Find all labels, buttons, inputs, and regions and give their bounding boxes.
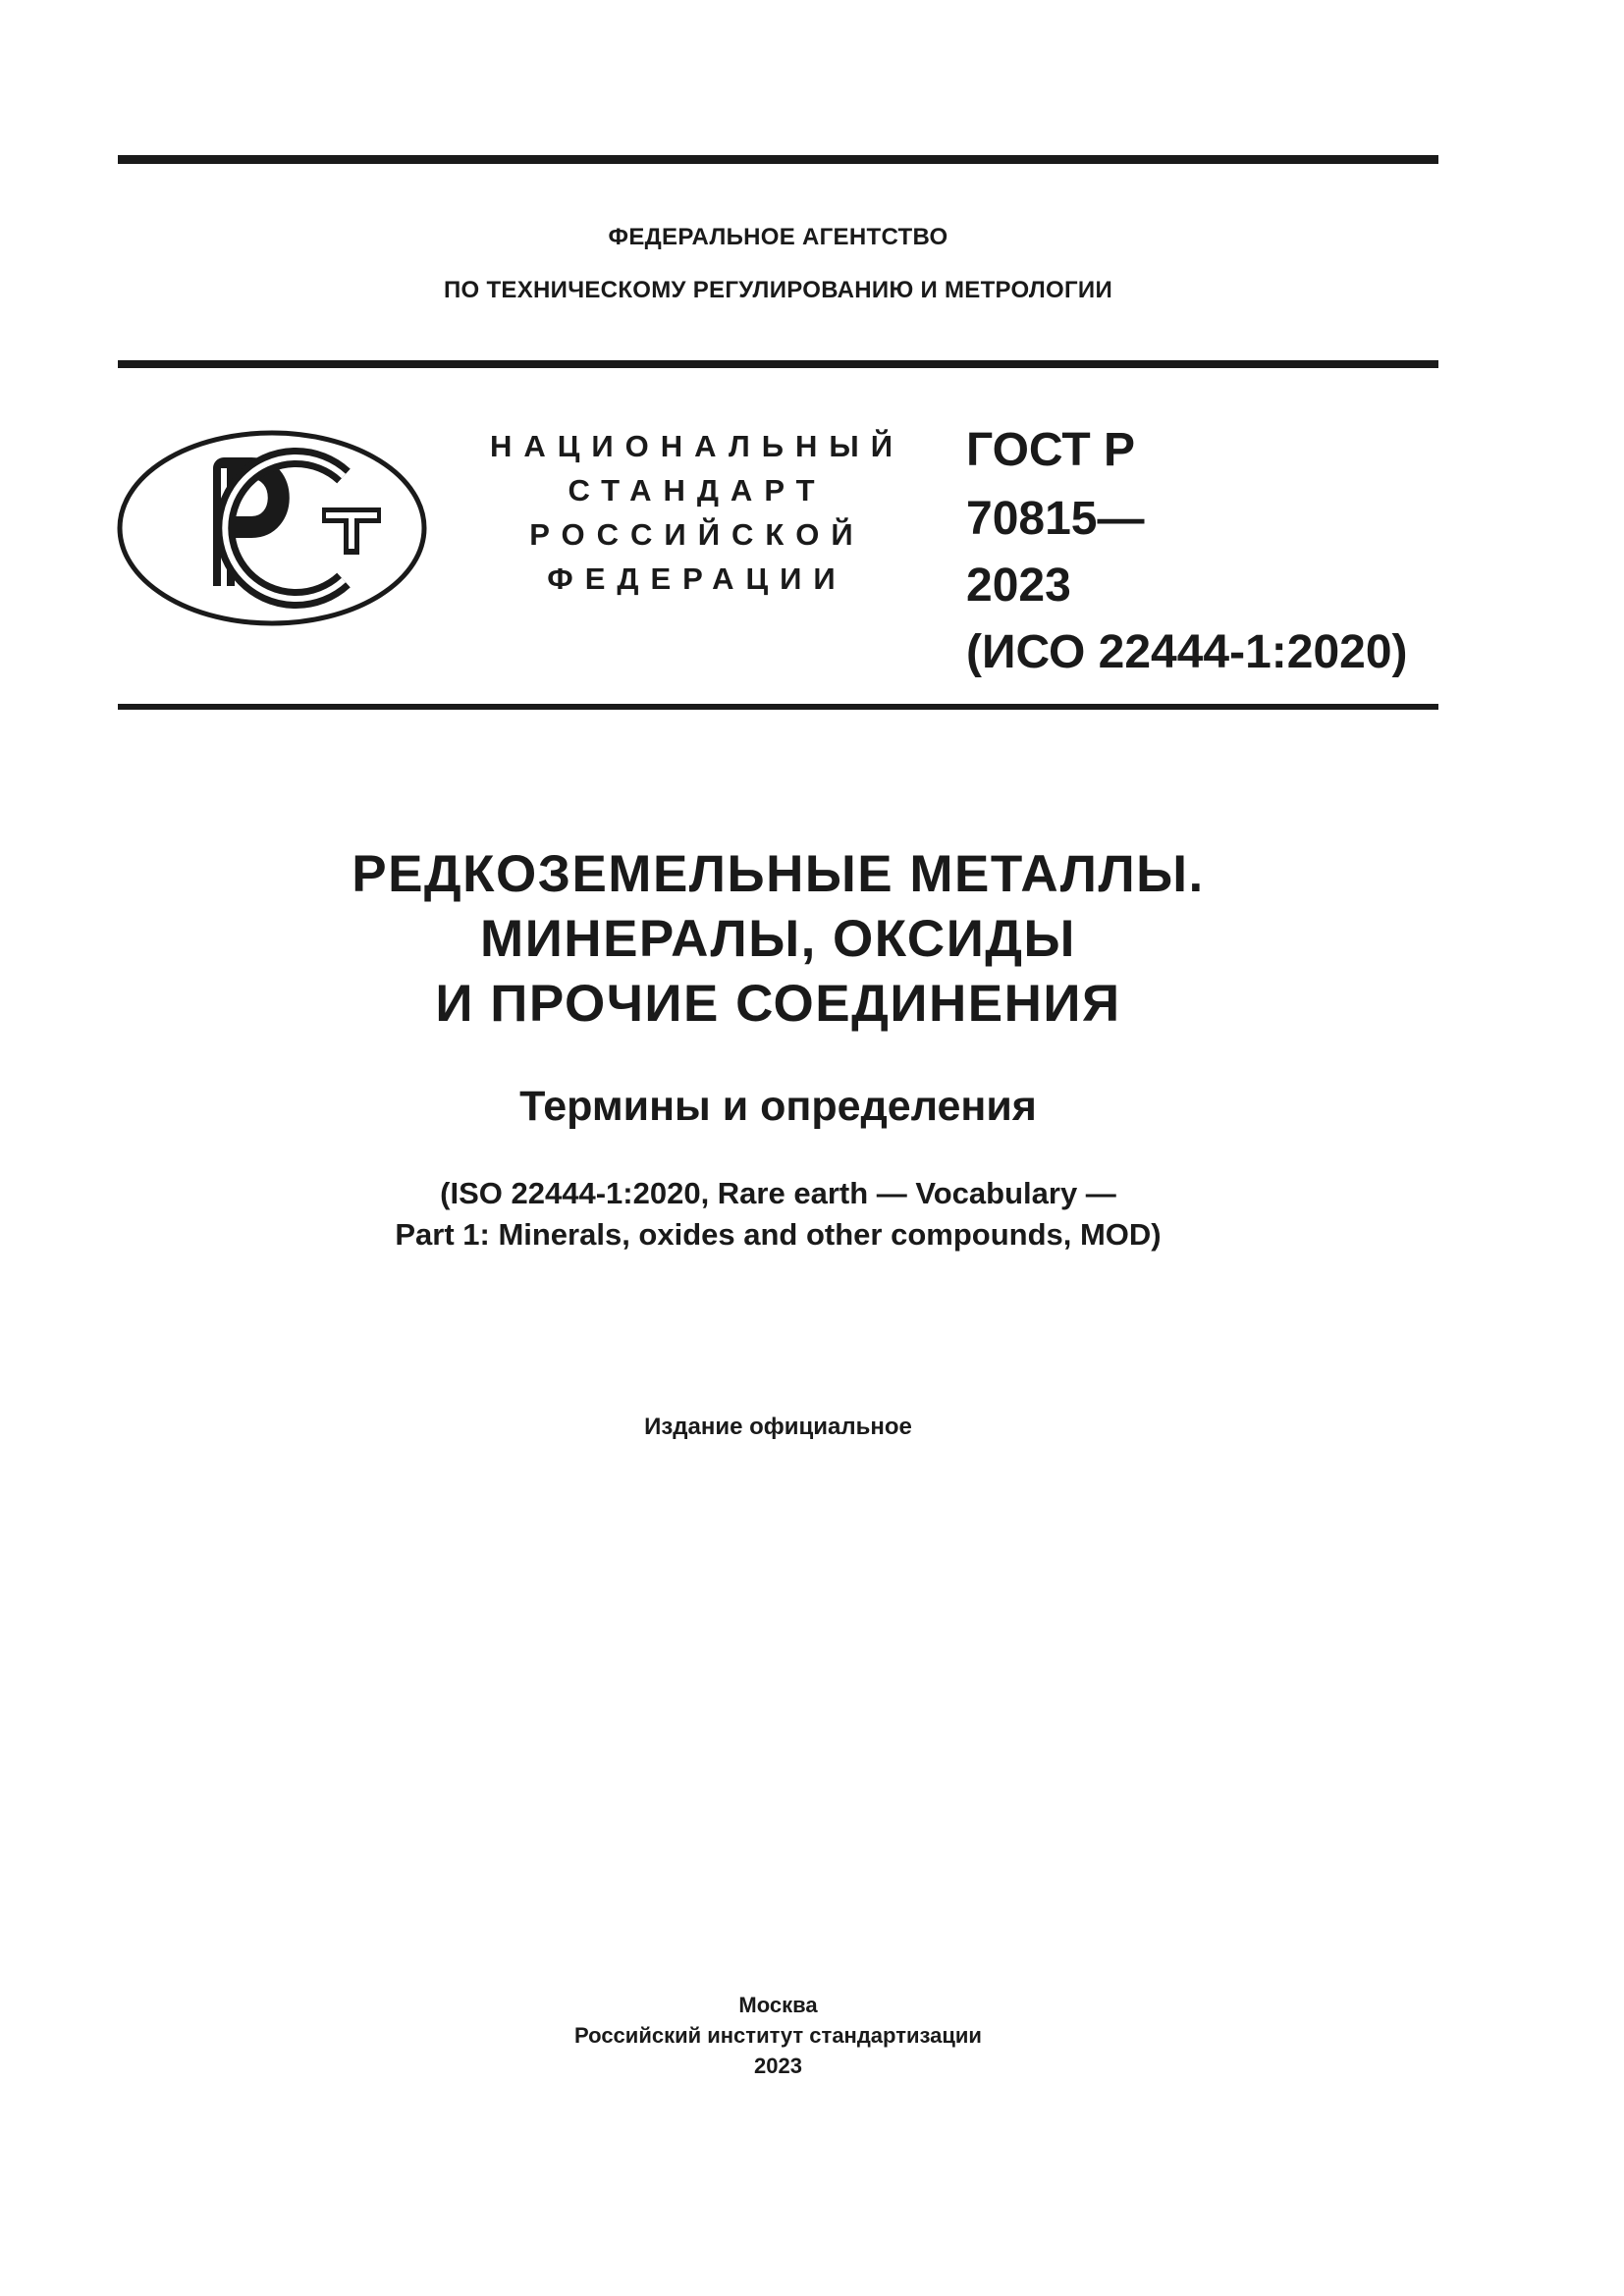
- title-line-1: РЕДКОЗЕМЕЛЬНЫЕ МЕТАЛЛЫ.: [352, 845, 1205, 903]
- iso-line-1: (ISO 22444-1:2020, Rare earth — Vocabulary —: [440, 1176, 1116, 1210]
- imprint-publisher: Российский институт стандартизации: [574, 2023, 982, 2048]
- designation-line-2: 70815—: [966, 493, 1145, 545]
- agency-rule: [118, 360, 1438, 368]
- national-standard-label: [471, 424, 923, 601]
- national-line-3: РОССИЙСКОЙ: [529, 517, 865, 552]
- designation-line-1: ГОСТ Р: [966, 424, 1136, 476]
- imprint-city: Москва: [738, 1993, 818, 2017]
- national-line-2: СТАНДАРТ: [568, 473, 827, 507]
- iso-reference: [118, 1173, 1438, 1255]
- rst-emblem-icon: [116, 429, 428, 627]
- iso-line-2: Part 1: Minerals, oxides and other compounds, MOD): [395, 1217, 1162, 1252]
- agency-line-2: ПО ТЕХНИЧЕСКОМУ РЕГУЛИРОВАНИЮ И МЕТРОЛОГИИ: [443, 277, 1113, 303]
- header-rule: [118, 704, 1438, 710]
- document-subtitle: Термины и определения: [519, 1083, 1037, 1130]
- agency-line-1: ФЕДЕРАЛЬНОЕ АГЕНТСТВО: [608, 224, 948, 250]
- title-line-2: МИНЕРАЛЫ, ОКСИДЫ: [480, 910, 1076, 968]
- edition-label: Издание официальное: [644, 1414, 912, 1440]
- top-rule: [118, 155, 1438, 164]
- designation-line-3: 2023: [966, 560, 1071, 612]
- designation-line-4: (ИСО 22444-1:2020): [966, 626, 1408, 678]
- imprint: [118, 1990, 1438, 2081]
- title-line-3: И ПРОЧИЕ СОЕДИНЕНИЯ: [435, 975, 1121, 1033]
- imprint-year: 2023: [754, 2054, 802, 2078]
- national-line-4: ФЕДЕРАЦИИ: [547, 561, 847, 596]
- document-title: [118, 842, 1438, 1037]
- national-line-1: НАЦИОНАЛЬНЫЙ: [489, 429, 905, 463]
